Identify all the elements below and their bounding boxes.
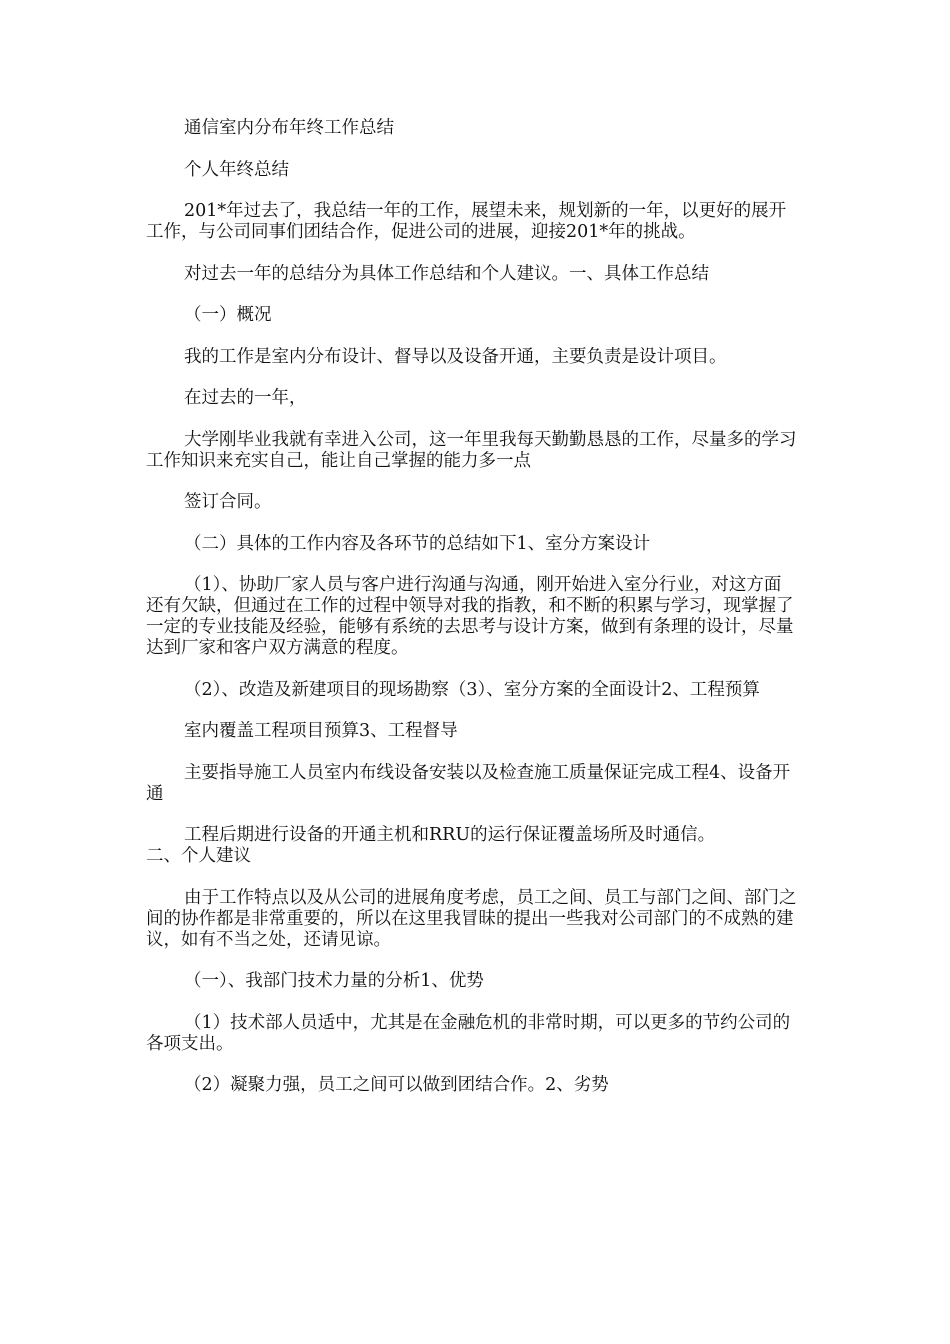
section-heading-work-content: （二）具体的工作内容及各环节的总结如下1、室分方案设计 bbox=[184, 533, 651, 554]
paragraph-past-year: 在过去的一年， bbox=[184, 388, 307, 408]
paragraph-graduation: 大学刚毕业我就有幸进入公司，这一年里我每天勤勤恳恳的工作，尽量多的学习工作知识来充实自己，能让自己掌握的能力多一点 bbox=[146, 429, 797, 471]
paragraph-supervision: 主要指导施工人员室内布线设备安装以及检查施工质量保证完成工程4、设备开通 bbox=[146, 762, 791, 804]
section-heading-suggestions: 二、个人建议 bbox=[146, 846, 251, 866]
paragraph-commissioning: 工程后期进行设备的开通主机和RRU的运行保证覆盖场所及时通信。 bbox=[184, 825, 716, 845]
paragraph-survey-budget: （2）、改造及新建项目的现场勘察（3）、室分方案的全面设计2、工程预算 bbox=[184, 679, 760, 700]
paragraph-staffing: （1）技术部人员适中，尤其是在金融危机的非常时期，可以更多的节约公司的各项支出。 bbox=[146, 1012, 791, 1054]
section-heading-tech-analysis: （一）、我部门技术力量的分析1、优势 bbox=[184, 971, 484, 991]
paragraph-intro: 201*年过去了，我总结一年的工作，展望未来，规划新的一年，以更好的展开工作，与公司同事们团结合作，促进公司的进展，迎接201*年的挑战。 bbox=[146, 201, 787, 242]
paragraph-job-description: 我的工作是室内分布设计、督导以及设备开通，主要负责是设计项目。 bbox=[184, 346, 727, 367]
paragraph-contract: 签订合同。 bbox=[184, 492, 272, 512]
paragraph-summary-outline: 对过去一年的总结分为具体工作总结和个人建议。一、具体工作总结 bbox=[184, 263, 709, 284]
document-subtitle: 个人年终总结 bbox=[184, 159, 289, 180]
section-heading-overview: （一）概况 bbox=[184, 305, 272, 325]
paragraph-design-detail: （1）、协助厂家人员与客户进行沟通与沟通，刚开始进入室分行业，对这方面还有欠缺，但通过在工作的过程中领导对我的指教，和不断的积累与学习，现掌握了一定的专业技能及经验，能够有系统的去思考与设计方案，做到有条理的设计，尽量达到厂家和客户双方满意的程度。 bbox=[146, 575, 794, 658]
paragraph-cohesion: （2）凝聚力强，员工之间可以做到团结合作。2、劣势 bbox=[184, 1075, 609, 1095]
paragraph-cooperation: 由于工作特点以及从公司的进展角度考虑，员工之间、员工与部门之间、部门之间的协作都是非常重要的，所以在这里我冒昧的提出一些我对公司部门的不成熟的建议，如有不当之处，还请见谅。 bbox=[146, 887, 797, 950]
document-body bbox=[146, 118, 798, 1117]
paragraph-coverage-budget: 室内覆盖工程项目预算3、工程督导 bbox=[184, 721, 458, 741]
document-title: 通信室内分布年终工作总结 bbox=[184, 118, 394, 138]
